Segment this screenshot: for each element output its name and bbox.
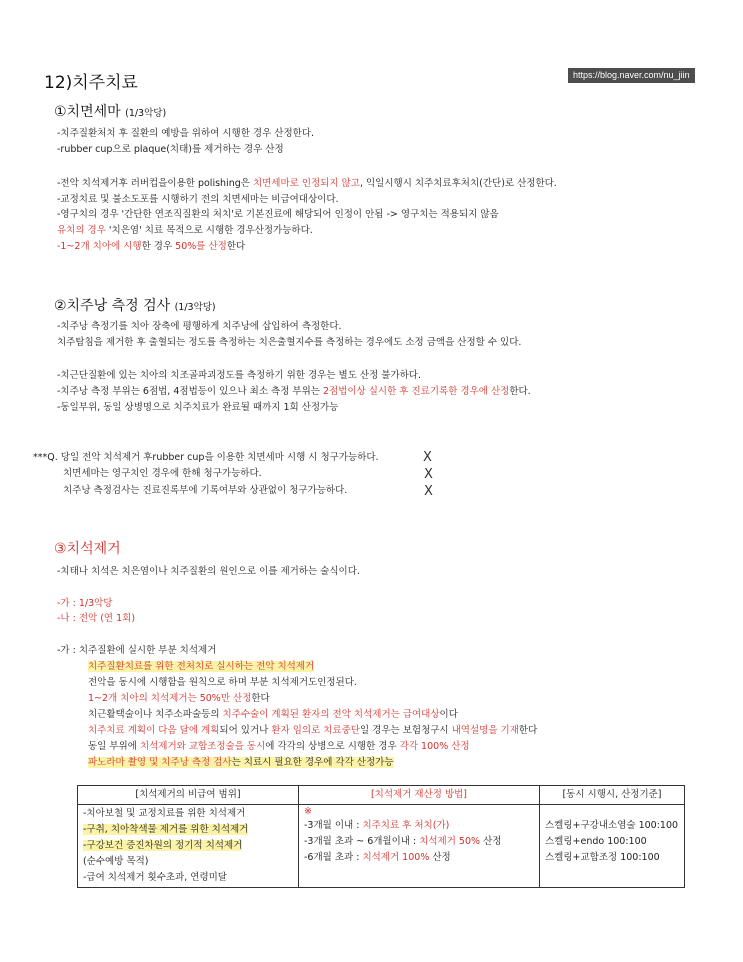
list-item — [83, 822, 293, 838]
text-line: -치주낭 측정기를 치아 장축에 평행하게 치주낭에 삽입하여 측정한다. — [57, 321, 342, 332]
list-item — [304, 850, 534, 866]
text-span: 산정 — [480, 836, 502, 847]
text-line: -교정치료 및 불소도포를 시행하기 전의 치면세마는 비급여대상이다. — [57, 194, 339, 205]
red-text-span: 치석제거 100% — [362, 852, 430, 863]
text-line: -동일부위, 동일 상병명으로 치주치료가 완료될 때까지 1회 산정가능 — [57, 402, 339, 413]
table-cell-reclaim — [299, 805, 540, 888]
text-line: -나 : 전악 (연 1회) — [57, 613, 136, 624]
text-line: 전악을 동시에 시행함을 원칙으로 하며 부분 치석제거도인정된다. — [88, 677, 357, 688]
text-span: 동일 부위에 — [88, 741, 140, 752]
red-text-span: 각각 100% 산정 — [399, 741, 470, 752]
highlighted-text-span: 는 치료시 필요한 경우에 각각 산정가능 — [231, 757, 394, 768]
text-span: -치주낭 측정 부위는 6점법, 4점법등이 있으나 최소 측정 부위는 — [57, 386, 323, 397]
text-span: 에 각각의 상병으로 시행한 경우 — [265, 741, 400, 752]
text-span: 한 경우 — [141, 241, 176, 252]
red-text-span: 치주치료 후 처치(가) — [362, 820, 450, 831]
list-item — [304, 818, 534, 834]
red-text-span: 치면세마로 인정되지 않고 — [252, 178, 360, 189]
red-text-span: 2점법이상 실시한 후 진료기록한 경우에 산정 — [322, 386, 510, 397]
red-text-span: 내역설명을 기재 — [451, 725, 519, 736]
red-text-span: 치주수술이 계획된 환자의 전악 치석제거는 급여대상 — [222, 709, 440, 720]
red-text-span: 1~2개 치아의 치석제거는 50%만 산정 — [88, 693, 252, 704]
text-span: -3개월 초과 ~ 6개월이내 : — [304, 836, 420, 847]
section-heading-note: (1/3악당) — [174, 302, 216, 313]
red-text-span: 환자 임의로 치료중단 — [271, 725, 360, 736]
red-text-span: 치주치료 계획이 다음 달에 계획 — [88, 725, 220, 736]
table-row — [78, 805, 685, 888]
table-header-row — [78, 786, 685, 805]
table-cell-simultaneous — [540, 805, 685, 888]
table-header-cell: [치석제거의 비급여 범위] — [78, 786, 299, 805]
highlighted-text-span: -구강보건 증진차원의 정기적 치석제거 — [83, 840, 243, 851]
source-url-badge: https://blog.naver.com/nu_jiin — [568, 68, 695, 83]
text-span: 되어 있거나 — [219, 725, 272, 736]
text-line: 치주탐침을 제거한 후 출혈되는 정도를 측정하는 치은출혈지수를 측정하는 경우에도 소정 금액을 산정할 수 있다. — [57, 337, 522, 348]
table-cell-noncovered — [78, 805, 299, 888]
text-span: '치은염' 치료 목적으로 시행한 경우산정가능하다. — [105, 225, 313, 236]
text-line — [88, 692, 270, 705]
section-heading-text: ①치면세마 — [54, 104, 121, 120]
text-line: -치태나 치석은 치은염이나 치주질환의 원인으로 이를 제거하는 술식이다. — [57, 566, 360, 577]
highlighted-text-span: -구취, 치아착색물 제거를 위한 치석제거 — [83, 824, 249, 835]
section-heading-scale-removal: ③치석제거 — [54, 541, 121, 557]
text-span: 산정 — [429, 852, 451, 863]
section-heading-note: (1/3악당) — [125, 108, 167, 119]
quiz-question-3: 치주낭 측정검사는 진료진록부에 기록여부와 상관없이 청구가능하다. — [63, 485, 348, 496]
text-line — [57, 385, 531, 398]
list-item: (순수예방 목적) — [83, 856, 149, 867]
text-span: , 익일시행시 치주치료후처치(간단)로 산정한다. — [359, 178, 557, 189]
list-item: -급여 치석제거 횟수초과, 연령미달 — [83, 872, 227, 883]
list-item — [83, 838, 293, 854]
highlighted-text-span: 파노라마 촬영 및 치주낭 측정 검사 — [88, 757, 232, 768]
text-span: 한다. — [509, 386, 531, 397]
text-line: -가 : 치주질환에 실시한 부분 치석제거 — [57, 645, 217, 656]
text-line: -영구치의 경우 '간단한 연조직질환의 처치'로 기본진료에 해당되어 인정이 안됨 -> 영구치는 적용되지 않음 — [57, 209, 499, 220]
list-item — [304, 834, 534, 850]
text-line — [57, 224, 313, 237]
quiz-question-2: 치면세마는 영구치인 경우에 한해 청구가능하다. — [63, 468, 262, 479]
text-span: 한다 — [518, 725, 538, 736]
text-span: 한다 — [226, 241, 246, 252]
text-line: -치근단질환에 있는 치아의 치조골파괴정도를 측정하기 위한 경우는 별도 산정 불가하다. — [57, 370, 421, 381]
text-line — [88, 708, 458, 721]
list-item: -치아보철 및 교정치료를 위한 치석제거 — [83, 808, 246, 819]
scaling-cost-table — [77, 785, 685, 888]
page-title: 12)치주치료 — [44, 73, 138, 93]
text-line — [88, 724, 537, 737]
text-line — [88, 756, 394, 769]
text-span: 치근활택술이나 치주소파술등의 — [88, 709, 223, 720]
red-text-span: 치석제거와 교합조정술을 동시 — [139, 741, 266, 752]
text-span: 한다 — [251, 693, 270, 704]
list-item: 스켈링+endo 100:100 — [545, 836, 647, 847]
quiz-question-1: ***Q. 당일 전악 치석제거 후rubber cup을 이용한 치면세마 시행 시 청구가능하다. — [33, 452, 379, 463]
red-text-span: 50%를 산정 — [175, 241, 227, 252]
table-header-cell: [동시 시행시, 산정기준] — [540, 786, 685, 805]
text-line: -rubber cup으로 plaque(치태)를 제거하는 경우 산정 — [57, 144, 284, 155]
list-item: 스켈링+교합조정 100:100 — [545, 852, 660, 863]
text-span: -6개월 초과 : — [304, 852, 363, 863]
red-text-span: 치석제거 50% — [419, 836, 481, 847]
section-heading-scaling-polish — [54, 101, 166, 121]
x-mark: X — [424, 467, 433, 482]
text-line — [57, 240, 245, 253]
x-mark: X — [424, 484, 433, 499]
section-heading-pocket-depth — [54, 295, 216, 315]
text-line — [88, 660, 314, 673]
section-heading-text: ②치주낭 측정 검사 — [54, 298, 171, 314]
text-span: -3개월 이내 : — [304, 820, 363, 831]
text-span: -전악 치석제거후 러버컵을이용한 polishing은 — [57, 178, 253, 189]
text-line — [88, 740, 470, 753]
red-text-span: 유치의 경우 — [57, 225, 106, 236]
text-span: 일 경우는 보험청구시 — [359, 725, 452, 736]
text-line — [57, 177, 557, 190]
red-text-span: -1~2개 치아에 시행 — [57, 241, 142, 252]
x-mark: X — [423, 450, 432, 465]
text-line: -가 : 1/3악당 — [57, 598, 113, 609]
list-item: 스켈링+구강내소염술 100:100 — [545, 820, 679, 831]
text-span: 이다 — [439, 709, 458, 720]
reference-mark: ※ — [304, 806, 312, 817]
text-line: -치주질환처치 후 질환의 예방을 위하여 시행한 경우 산정한다. — [57, 128, 315, 139]
highlighted-text-span: 치주질환치료를 위한 전처치로 실시하는 전악 치석제거 — [88, 661, 315, 672]
table-header-cell: [치석제거 재산정 방법] — [299, 786, 540, 805]
